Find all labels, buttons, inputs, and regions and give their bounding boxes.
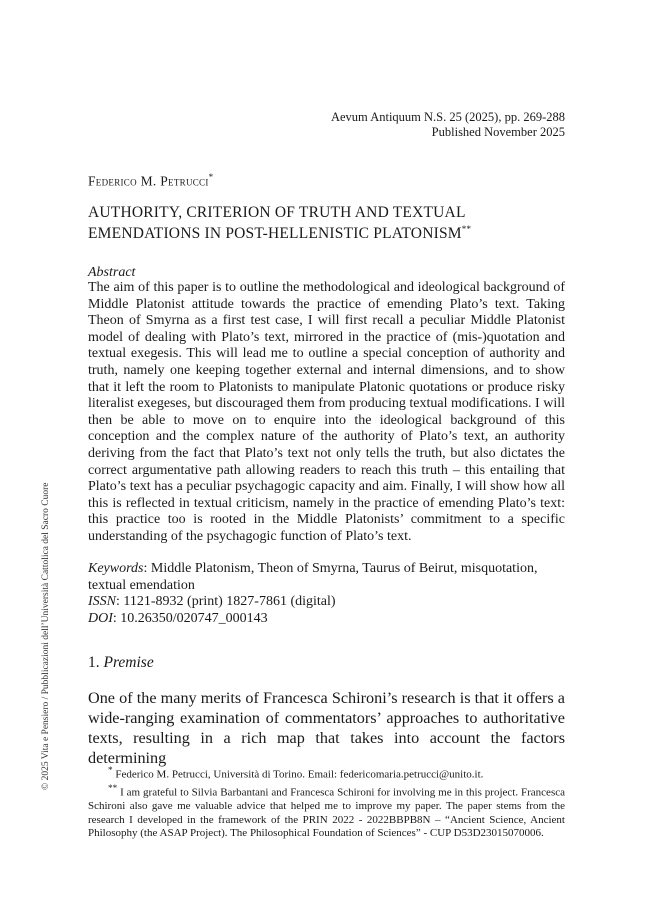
issn-label: ISSN	[88, 594, 116, 610]
author-footnote-mark[interactable]: *	[208, 172, 214, 182]
author-name-text: Federico M. Petrucci	[88, 173, 209, 189]
metadata-block	[88, 561, 565, 627]
footnote-1-mark: *	[108, 765, 113, 775]
keywords-line	[88, 561, 565, 594]
doi-line	[88, 611, 565, 628]
keywords-value: : Middle Platonism, Theon of Smyrna, Taurus of Beirut, misquotation, textual emendation	[88, 561, 538, 593]
footnote-1	[88, 764, 565, 782]
section-number: 1.	[88, 654, 100, 671]
footnotes	[88, 764, 565, 841]
footnote-2	[88, 782, 565, 841]
paper-title-text: AUTHORITY, CRITERION OF TRUTH AND TEXTUAL EMENDATIONS IN POST-HELLENISTIC PLATONISM	[88, 204, 466, 243]
footnote-2-text: I am grateful to Silvia Barbantani and Francesca Schironi for involving me in this project. Francesca Schironi also gave me valuable advice that helped me to improve my paper. The paper stems from the research I developed in the framework of the PRIN 2022 - 2022BBPB8N – “Ancient Science, Ancient Philosophy (the ASAP Project). The Philosophical Foundation of Sciences” - CUP D53D23015070006.	[88, 786, 565, 840]
copyright-sidebar: © 2025 Vita e Pensiero / Pubblicazioni dell’Università Cattolica del Sacro Cuore	[41, 482, 51, 790]
publication-date: Published November 2025	[431, 125, 565, 139]
author-name	[88, 172, 213, 190]
abstract-text: The aim of this paper is to outline the methodological and ideological background of Middle Platonist attitude towards the practice of emending Plato’s text. Taking Theon of Smyrna as a first test case, I will first recall a peculiar Middle Platonist model of dealing with Plato’s text, mirrored in the practice of (mis-)quotation and textual exegesis. This will lead me to outline a special conception of authority and truth, namely one keeping together external and internal dimensions, and to show that it left the room to Platonists to manipulate Platonic quotations or produce risky literalist exegeses, but discouraged them from producing textual modifications. I will then be able to move on to enquire into the ideological background of this conception and the complex nature of the authority of Plato’s text, an authority deriving from the fact that Plato’s text not only tells the truth, but also dictates the correct argumentative path allowing readers to reach this truth – this entailing that Plato’s text has a peculiar psychagogic capacity and aim. Finally, I will show how all this is reflected in textual criticism, namely in the practice of emending Plato’s text: this practice too is rooted in the Middle Platonists’ commitment to a specific understanding of the psychagogic function of Plato’s text.	[88, 280, 565, 544]
journal-header	[331, 110, 565, 140]
footnote-2-mark: **	[108, 783, 118, 794]
abstract-heading: Abstract	[88, 265, 136, 280]
doi-label: DOI	[88, 610, 113, 626]
paper-title	[88, 204, 568, 242]
issn-value: : 1121-8932 (print) 1827-7861 (digital)	[116, 594, 336, 610]
footnote-1-text: Federico M. Petrucci, Università di Torino. Email: federicomaria.petrucci@unito.it.	[112, 768, 484, 781]
keywords-label: Keywords	[88, 561, 144, 576]
section-title: Premise	[103, 654, 154, 671]
journal-citation: Aevum Antiquum N.S. 25 (2025), pp. 269-288	[330, 110, 565, 124]
body-paragraph: One of the many merits of Francesca Schironi’s research is that it offers a wide-ranging examination of commentators’ approaches to authoritative texts, resulting in a rich map that takes into account the factors determining	[88, 689, 565, 767]
section-heading	[88, 654, 154, 672]
title-footnote-mark[interactable]: **	[461, 224, 472, 234]
issn-line	[88, 594, 565, 611]
doi-value[interactable]: : 10.26350/020747_000143	[112, 610, 268, 626]
